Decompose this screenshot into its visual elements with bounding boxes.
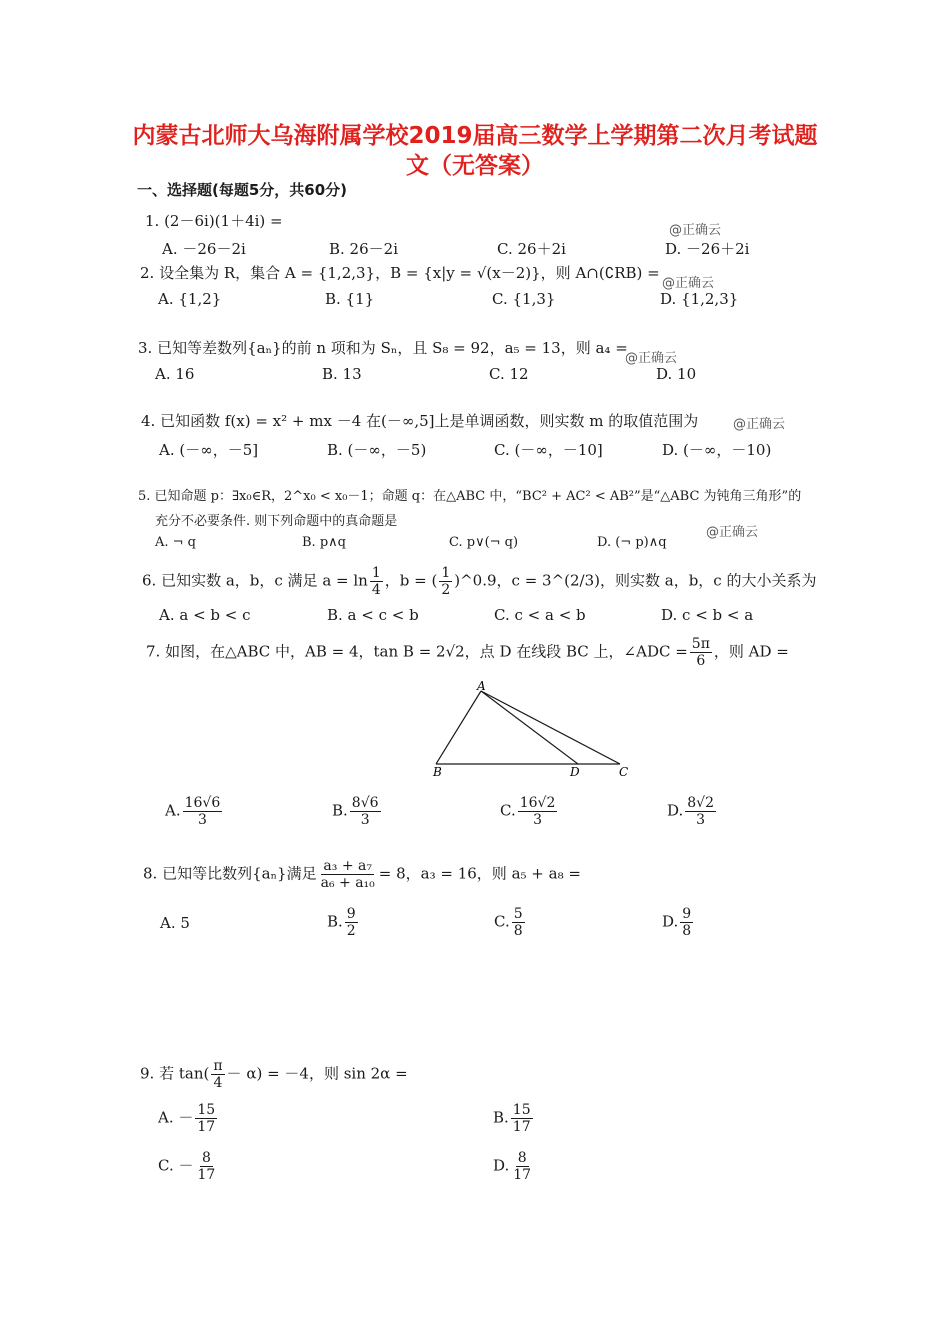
q7-stem-part: 7. 如图，在△ABC 中，AB = 4，tan B = 2√2，点 D 在线段 BC 上，∠ADC =: [146, 642, 688, 661]
fraction-numerator: 15: [512, 1102, 531, 1118]
q3-stem: 3. 已知等差数列{aₙ}的前 n 项和为 Sₙ，且 S₈ = 92，a₅ = 13，则 a₄ =: [138, 339, 628, 357]
q5-stem: 5. 已知命题 p：∃x₀∈R，2^x₀ < x₀－1；命题 q：在△ABC 中，“BC² + AC² < AB²”是“△ABC 为钝角三角形”的: [138, 489, 802, 504]
q2-option-c: C. {1,3}: [492, 290, 556, 308]
q5-option-b: B. p∧q: [302, 535, 346, 550]
q1-option-d: D. －26＋2i: [665, 240, 750, 258]
q8-stem: [143, 858, 581, 891]
fraction-denominator: 3: [360, 812, 370, 828]
q6-stem-part: ，b = (: [384, 571, 438, 590]
fraction: [512, 906, 525, 939]
q2-option-d: D. {1,2,3}: [660, 290, 739, 308]
watermark: @正确云: [662, 276, 715, 291]
q5-option-c: C. p∨(¬ q): [449, 535, 519, 550]
fraction-numerator: 5π: [691, 636, 710, 652]
option-label: B.: [332, 801, 348, 820]
vertex-label-b: B: [433, 765, 442, 779]
q5-option-d: D. (¬ p)∧q: [597, 535, 667, 550]
q4-option-d: D. (－∞，－10): [662, 441, 772, 459]
option-label: A.: [165, 801, 181, 820]
q8-stem-part: 8. 已知等比数列{aₙ}满足: [143, 864, 317, 883]
fraction-numerator: 15: [197, 1102, 216, 1118]
fraction-denominator: 3: [533, 812, 542, 828]
q2-option-a: A. {1,2}: [158, 290, 222, 308]
q7-option-c: [500, 795, 559, 828]
option-label: D.: [662, 912, 679, 931]
q3-option-a: A. 16: [155, 365, 195, 383]
q2-stem: 2. 设全集为 R，集合 A = {1,2,3}，B = {x|y = √(x－2)}，则 A∩(∁RB) =: [140, 264, 660, 282]
q4-option-c: C. (－∞，－10]: [494, 441, 603, 459]
fraction-denominator: 8: [513, 923, 523, 939]
fraction-numerator: 1: [371, 565, 381, 581]
fraction: [195, 1102, 217, 1135]
fraction-denominator: 4: [213, 1075, 223, 1091]
fraction: [680, 906, 693, 939]
fraction-numerator: 16√6: [184, 795, 221, 811]
fraction-denominator: 17: [197, 1119, 216, 1135]
fraction: [350, 795, 381, 828]
q9-option-c: [158, 1150, 219, 1183]
q6-option-a: A. a < b < c: [159, 606, 251, 624]
fraction-denominator: 3: [197, 812, 207, 828]
fraction-numerator: 9: [346, 906, 356, 922]
fraction: [370, 565, 383, 598]
segment-ad: [481, 691, 578, 764]
q8-option-c: [494, 906, 527, 939]
fraction-denominator: 17: [513, 1167, 532, 1183]
q5-stem-line2: 充分不必要条件. 则下列命题中的真命题是: [155, 514, 398, 529]
option-label: D.: [493, 1156, 510, 1175]
watermark: @正确云: [669, 223, 722, 238]
option-label: C.: [500, 801, 516, 820]
section-heading: 一、选择题(每题5分，共60分): [137, 181, 348, 199]
q3-option-c: C. 12: [489, 365, 529, 383]
q8-option-a: A. 5: [160, 914, 190, 932]
q6-stem-part: 6. 已知实数 a，b，c 满足 a = ln: [142, 571, 368, 590]
option-label: B.: [493, 1108, 509, 1127]
fraction: [511, 1102, 533, 1135]
fraction: [345, 906, 358, 939]
option-label: B.: [327, 912, 343, 931]
fraction-denominator: 4: [371, 582, 381, 598]
q6-stem-part: )^0.9，c = 3^(2/3)，则实数 a，b，c 的大小关系为: [454, 571, 817, 590]
q4-option-b: B. (－∞，－5): [327, 441, 427, 459]
q1-option-b: B. 26－2i: [329, 240, 398, 258]
q7-option-b: [332, 795, 383, 828]
q3-option-d: D. 10: [656, 365, 697, 383]
fraction-numerator: 9: [682, 906, 692, 922]
watermark: @正确云: [625, 351, 678, 366]
fraction: [195, 1150, 217, 1183]
option-label: C. －: [158, 1156, 194, 1175]
vertex-label-c: C: [619, 765, 629, 779]
fraction-numerator: a₃ + a₇: [323, 858, 372, 874]
q6-option-d: D. c < b < a: [661, 606, 754, 624]
q7-option-d: [667, 795, 718, 828]
fraction-numerator: 8√2: [687, 795, 715, 811]
fraction-denominator: 2: [441, 582, 451, 598]
fraction-denominator: 17: [512, 1119, 531, 1135]
fraction-denominator: a₆ + a₁₀: [320, 875, 375, 891]
document-title-line2: 文（无答案）: [406, 153, 544, 179]
fraction-denominator: 8: [682, 923, 692, 939]
fraction-numerator: 1: [441, 565, 451, 581]
q1-stem: 1. (2－6i)(1＋4i) =: [145, 212, 283, 230]
q7-option-a: [165, 795, 224, 828]
watermark: @正确云: [733, 417, 786, 432]
segment-ab: [436, 691, 481, 764]
q6-option-c: C. c < a < b: [494, 606, 586, 624]
triangle-figure: [420, 678, 640, 782]
fraction: [439, 565, 452, 598]
q9-option-d: [493, 1150, 535, 1183]
fraction-denominator: 3: [696, 812, 706, 828]
fraction: [183, 795, 223, 828]
option-label: C.: [494, 912, 510, 931]
q6-option-b: B. a < c < b: [327, 606, 419, 624]
watermark: @正确云: [706, 525, 759, 540]
q2-option-b: B. {1}: [325, 290, 375, 308]
fraction: [690, 636, 712, 669]
q7-stem-part: ，则 AD =: [713, 642, 789, 661]
fraction: [518, 795, 558, 828]
vertex-label-d: D: [570, 765, 580, 779]
segment-ac: [481, 691, 620, 764]
q1-option-c: C. 26＋2i: [497, 240, 566, 258]
fraction-denominator: 2: [346, 923, 356, 939]
q8-option-b: [327, 906, 360, 939]
q1-option-a: A. －26－2i: [162, 240, 246, 258]
q4-stem: 4. 已知函数 f(x) = x² + mx －4 在(－∞,5]上是单调函数，则实数 m 的取值范围为: [141, 412, 699, 430]
fraction: [211, 1058, 224, 1091]
q9-stem: [140, 1058, 408, 1091]
fraction-numerator: 8√6: [351, 795, 379, 811]
fraction: [319, 858, 377, 891]
fraction-numerator: 8: [517, 1150, 527, 1166]
q3-option-b: B. 13: [322, 365, 362, 383]
q7-stem: [146, 636, 789, 669]
fraction-numerator: 16√2: [519, 795, 556, 811]
fraction: [511, 1150, 533, 1183]
option-label: D.: [667, 801, 684, 820]
fraction: [685, 795, 716, 828]
q9-option-b: [493, 1102, 535, 1135]
q8-option-d: [662, 906, 695, 939]
q9-stem-part: 9. 若 tan(: [140, 1064, 210, 1083]
fraction-numerator: 5: [513, 906, 523, 922]
q6-stem: [142, 565, 816, 598]
option-label: A. －: [158, 1108, 194, 1127]
fraction-denominator: 6: [696, 653, 706, 669]
q9-stem-part: － α) = －4，则 sin 2α =: [226, 1064, 408, 1083]
q5-option-a: A. ¬ q: [155, 535, 196, 550]
fraction-denominator: 17: [197, 1167, 216, 1183]
q4-option-a: A. (－∞，－5]: [159, 441, 259, 459]
q8-stem-part: = 8，a₃ = 16，则 a₅ + a₈ =: [378, 864, 581, 883]
q9-option-a: [158, 1102, 219, 1135]
fraction-numerator: 8: [201, 1150, 211, 1166]
vertex-label-a: A: [477, 679, 486, 693]
fraction-numerator: π: [213, 1058, 223, 1074]
document-title-line1: 内蒙古北师大乌海附属学校2019届高三数学上学期第二次月考试题: [132, 123, 818, 149]
